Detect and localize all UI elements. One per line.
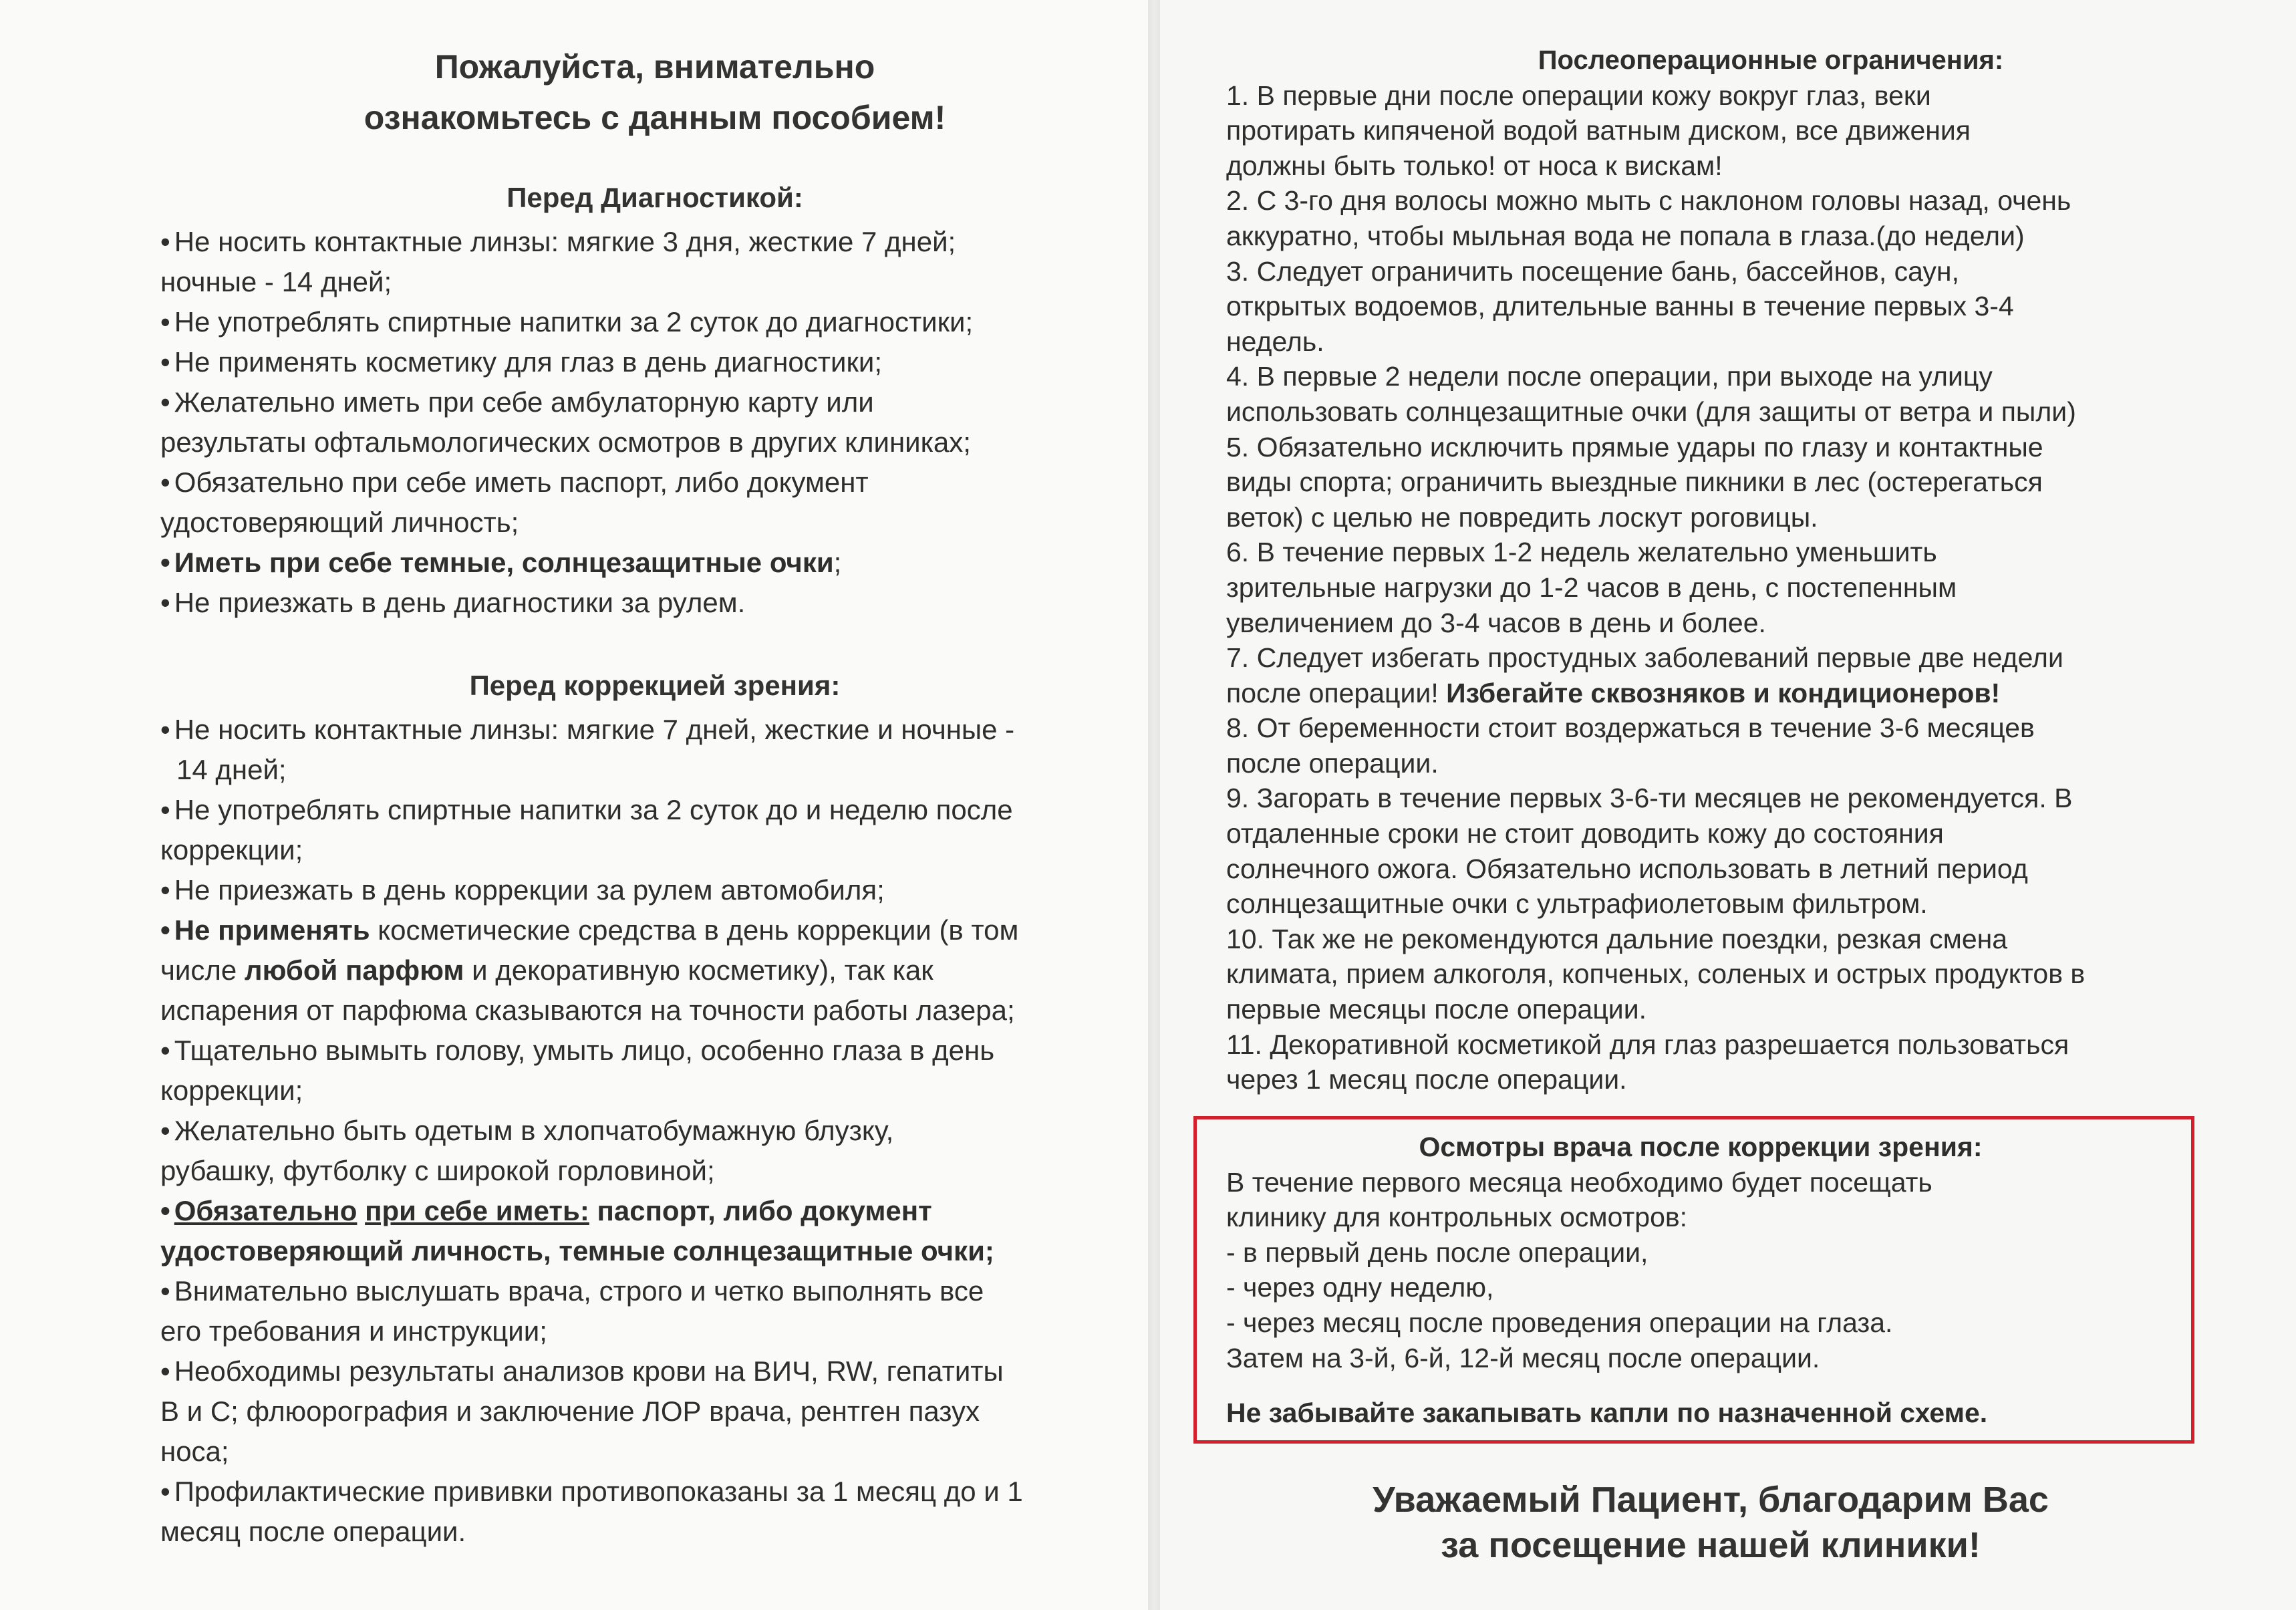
postop-line: веток) с целью не повредить лоскут роговицы. — [1226, 501, 1818, 533]
list-item: • Обязательно при себе иметь паспорт, либо документ — [160, 466, 869, 498]
list-item: В и С; флюорография и заключение ЛОР врача, рентген пазух — [160, 1395, 980, 1427]
list-item: • Не употреблять спиртные напитки за 2 суток до и неделю после — [160, 794, 1013, 825]
list-item: • Не применять косметику для глаз в день диагностики; — [160, 346, 882, 378]
list-item: • Иметь при себе темные, солнцезащитные очки; — [160, 547, 842, 578]
thanks-line: Уважаемый Пациент, благодарим Вас — [1373, 1480, 2049, 1520]
postop-line: 8. От беременности стоит воздержаться в течение 3-6 месяцев — [1226, 712, 2035, 744]
list-item: • Обязательно при себе иметь: паспорт, либо документ — [160, 1195, 932, 1226]
postop-line: 6. В течение первых 1-2 недель желательно уменьшить — [1226, 537, 1937, 568]
list-item: • Профилактические прививки противопоказаны за 1 месяц до и 1 — [160, 1476, 1023, 1507]
postop-line: открытых водоемов, длительные ванны в течение первых 3-4 — [1226, 291, 2014, 322]
postop-line: увеличением до 3-4 часов в день и более. — [1226, 607, 1766, 638]
postop-line: 10. Так же не рекомендуются дальние поездки, резкая смена — [1226, 923, 2008, 954]
postop-line: виды спорта; ограничить выездные пикники в лес (остерегаться — [1226, 466, 2043, 498]
list-item: коррекции; — [160, 1075, 303, 1106]
intro-heading — [221, 41, 1089, 143]
postop-line: после операции. — [1226, 747, 1439, 779]
list-item: • Не носить контактные линзы: мягкие 3 дня, жесткие 7 дней; — [160, 226, 956, 257]
list-item: • Тщательно вымыть голову, умыть лицо, особенно глаза в день — [160, 1035, 995, 1066]
postop-line: 4. В первые 2 недели после операции, при выходе на улицу — [1226, 361, 1993, 392]
postop-line: 5. Обязательно исключить прямые удары по глазу и контактные — [1226, 431, 2043, 462]
postop-line: солнцезащитные очки с ультрафиолетовым фильтром. — [1226, 888, 1928, 920]
postop-line: через 1 месяц после операции. — [1226, 1064, 1627, 1095]
diag-list — [160, 222, 1123, 623]
list-item: рубашку, футболку с широкой горловиной; — [160, 1155, 715, 1186]
postop-line: недель. — [1226, 325, 1324, 357]
postop-line: после операции! Избегайте сквозняков и кондиционеров! — [1226, 677, 2001, 708]
list-item: числе любой парфюм и декоративную косметику), так как — [160, 954, 934, 986]
checkup-line: В течение первого месяца необходимо будет посещать — [1226, 1166, 1932, 1198]
postop-line: 2. С 3-го дня волосы можно мыть с наклоном головы назад, очень — [1226, 185, 2071, 217]
postop-line: первые месяцы после операции. — [1226, 994, 1646, 1025]
corr-heading: Перед коррекцией зрения: — [469, 670, 841, 701]
postop-section — [1226, 43, 2215, 1097]
list-item: коррекции; — [160, 834, 303, 865]
postop-line: солнечного ожога. Обязательно использовать в летний период — [1226, 853, 2028, 884]
checkup-line: - через месяц после проведения операции на глаза. — [1226, 1307, 1893, 1338]
checkup-line — [1226, 1375, 2175, 1395]
postop-line: протирать кипяченой водой ватным диском, все движения — [1226, 115, 1971, 146]
checkup-content — [1226, 1129, 2175, 1431]
checkup-line: Затем на 3-й, 6-й, 12-й месяц после операции. — [1226, 1342, 1820, 1373]
list-item: • Не приезжать в день коррекции за рулем автомобиля; — [160, 874, 885, 906]
list-item: • Не употреблять спиртные напитки за 2 суток до диагностики; — [160, 306, 974, 338]
postop-heading: Послеоперационные ограничения: — [1538, 45, 2004, 75]
intro-line: Пожалуйста, внимательно — [434, 48, 875, 86]
list-item: месяц после операции. — [160, 1516, 466, 1547]
list-item: ночные - 14 дней; — [160, 266, 392, 297]
checkup-line: клинику для контрольных осмотров: — [1226, 1202, 1688, 1233]
postop-line: 11. Декоративной косметикой для глаз разрешается пользоваться — [1226, 1029, 2069, 1060]
checkup-line: - через одну неделю, — [1226, 1272, 1494, 1303]
intro-line: ознакомьтесь с данным пособием! — [364, 99, 946, 136]
postop-line: должны быть только! от носа к вискам! — [1226, 150, 1723, 181]
checkup-line: - в первый день после операции, — [1226, 1236, 1648, 1268]
list-item: удостоверяющий личность; — [160, 507, 519, 538]
list-item: его требования и инструкции; — [160, 1315, 547, 1347]
page-fold — [1148, 0, 1160, 1610]
postop-line: отдаленные сроки не стоит доводить кожу до состояния — [1226, 818, 1944, 849]
list-item: • Желательно иметь при себе амбулаторную карту или — [160, 386, 874, 418]
list-item: • Желательно быть одетым в хлопчатобумажную блузку, — [160, 1115, 894, 1146]
thanks-message — [1256, 1477, 2165, 1568]
list-item: испарения от парфюма сказываются на точности работы лазера; — [160, 994, 1015, 1026]
postop-line: климата, прием алкоголя, копченых, соленых и острых продуктов в — [1226, 958, 2086, 990]
list-item: • Внимательно выслушать врача, строго и четко выполнять все — [160, 1275, 984, 1307]
list-item: • Не применять косметические средства в день коррекции (в том — [160, 914, 1019, 946]
list-item: носа; — [160, 1436, 229, 1467]
list-item: результаты офтальмологических осмотров в других клиниках; — [160, 426, 971, 458]
list-item: • Не носить контактные линзы: мягкие 7 дней, жесткие и ночные - — [160, 714, 1015, 745]
list-item: 14 дней; — [176, 754, 287, 785]
postop-line: использовать солнцезащитные очки (для защиты от ветра и пыли) — [1226, 396, 2076, 427]
corr-list — [160, 710, 1136, 1552]
list-item: • Необходимы результаты анализов крови на ВИЧ, RW, гепатиты — [160, 1355, 1004, 1387]
thanks-line: за посещение нашей клиники! — [1441, 1525, 1981, 1565]
diag-heading: Перед Диагностикой: — [507, 182, 803, 213]
postop-line: зрительные нагрузки до 1-2 часов в день, с постепенным — [1226, 571, 1957, 603]
list-item: удостоверяющий личность, темные солнцезащитные очки; — [160, 1235, 994, 1266]
postop-line: 1. В первые дни после операции кожу вокруг глаз, веки — [1226, 80, 1931, 111]
checkup-footer: Не забывайте закапывать капли по назначенной схеме. — [1226, 1397, 1988, 1429]
checkup-heading: Осмотры врача после коррекции зрения: — [1419, 1131, 1983, 1162]
postop-line: 3. Следует ограничить посещение бань, бассейнов, саун, — [1226, 255, 1959, 287]
postop-line: 7. Следует избегать простудных заболеваний первые две недели — [1226, 642, 2063, 674]
list-item: • Не приезжать в день диагностики за рулем. — [160, 587, 746, 618]
postop-line: аккуратно, чтобы мыльная вода не попала в глаза.(до недели) — [1226, 220, 2025, 251]
postop-line: 9. Загорать в течение первых 3-6-ти месяцев не рекомендуется. В — [1226, 783, 2073, 814]
